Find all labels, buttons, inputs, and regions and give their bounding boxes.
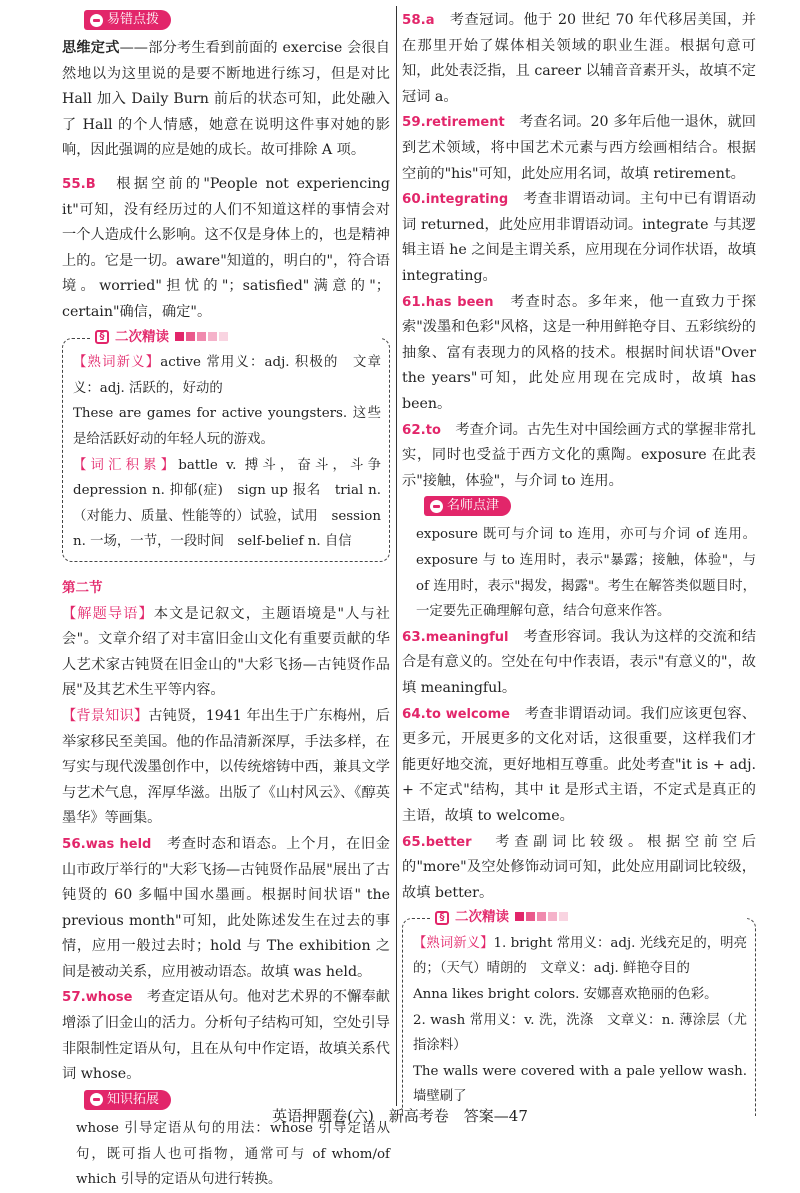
- q59-number: 59.: [402, 115, 426, 131]
- tag-label: 知识拓展: [107, 1091, 160, 1107]
- decor-squares: [515, 905, 570, 931]
- background-label: 【背景知识】: [62, 707, 149, 724]
- q60-answer: integrating: [425, 192, 509, 208]
- background-paragraph: [62, 704, 390, 832]
- q65-number: 65.: [402, 834, 426, 850]
- q61-answer: has been: [425, 294, 494, 310]
- shuci-label: 【熟词新义】: [73, 355, 161, 371]
- cihui-label: 【词汇积累】: [73, 457, 179, 473]
- tag-easy-mistake: [84, 10, 171, 30]
- q57-number: 57.: [62, 990, 86, 1006]
- q55-answer: B: [85, 177, 96, 193]
- box-shuci: [73, 350, 381, 401]
- q61-text: 考查时态。多年来，他一直致力于探索"泼墨和色彩"风格，这是一种用鲜艳夺目、五彩缤纷的抽象、富有表现力的风格的技术。根据时间状语"Over the years"可知，此处应用现在完成时，故填 has been。: [402, 293, 756, 412]
- item2-example: The walls were covered with a pale yellow wash. 墙壁刷了: [413, 1063, 747, 1105]
- guide-text: 本文是记叙文，主题语境是"人与社会"。文章介绍了对丰富旧金山文化有重要贡献的华人艺术家古钝贤在旧金山的"大彩飞扬—古钝贤作品展"及其艺术生平等内容。: [62, 605, 390, 699]
- q65: [402, 830, 756, 907]
- q60: [402, 187, 756, 289]
- q57-answer: whose: [85, 990, 133, 1006]
- q57-text: 考查定语从句。他对艺术界的不懈奉献增添了旧金山的活力。分析句子结构可知，空处引导非限制性定语从句，且在从句中作定语，故填关系代词 whose。: [62, 989, 390, 1083]
- tag-teacher-tips: [424, 496, 511, 516]
- box-item1: [413, 931, 747, 982]
- q61-number: 61.: [402, 294, 426, 310]
- q59-text: 考查名词。20 多年后他一退休，就回到艺术领域，将中国艺术元素与西方绘画相结合。根据空前的"his"可知，此处应用名词，故填 retirement。: [402, 114, 756, 182]
- item2-text: 2. wash 常用义：v. 洗，洗涤 文章义：n. 薄涂层（尤指涂料）: [413, 1012, 747, 1054]
- q59: [402, 110, 756, 187]
- right-column: [402, 8, 756, 1116]
- shuci-text: active 常用义：adj. 积极的 文章义：adj. 活跃的，好动的: [73, 355, 381, 396]
- guide-paragraph: [62, 602, 390, 704]
- tag-label: 易错点拨: [107, 12, 160, 27]
- column-divider: [396, 6, 397, 1106]
- q56-text: 考查时态和语态。上个月，在旧金山市政厅举行的"大彩飞扬—古钝贤作品展"展出了古钝贤的 60 多幅中国水墨画。根据时间状语" the previous month"可知，此处陈述发生在过去的事情，应用一般过去时；hold 与 The exhibition 之间是被动关系，应用被动语态。故填 was held。: [62, 835, 390, 980]
- box-header: [91, 325, 381, 351]
- q62: [402, 418, 756, 495]
- box-example: These are games for active youngsters. 这些是给活跃好动的年轻人玩的游戏。: [73, 406, 381, 447]
- q57: [62, 985, 390, 1087]
- q56-number: 56.: [62, 836, 86, 852]
- guide-label: 【解题导语】: [62, 605, 154, 622]
- shuci-label: 【熟词新义】: [413, 935, 494, 951]
- q64-answer: to welcome: [425, 706, 510, 722]
- q62-number: 62.: [402, 422, 426, 438]
- q55-number: 55.: [62, 177, 86, 193]
- q59-answer: retirement: [425, 115, 505, 131]
- q62-answer: to: [425, 422, 441, 438]
- q56: [62, 832, 390, 986]
- reading-icon: §: [95, 330, 109, 344]
- q58-text: 考查冠词。他于 20 世纪 70 年代移居美国，并在那里开始了媒体相关领域的职业生涯。根据句意可知，此处表泛指，且 career 以辅音音素开头，故填不定冠词 a。: [402, 12, 756, 105]
- q60-number: 60.: [402, 192, 426, 208]
- q63: [402, 625, 756, 702]
- q65-text: 考查副词比较级。根据空前空后的"more"及空处修饰动词可知，此处应用副词比较级，故填 better。: [402, 833, 756, 901]
- cihui-text: battle v. 搏斗，奋斗，斗争 depression n. 抑郁(症) sign up 报名 trial n.（对能力、质量、性能等的）试验，试用 session n. 一场，一节，一段时间 self-belief n. 自信: [73, 457, 395, 550]
- q55: [62, 172, 390, 326]
- box-title: 二次精读: [115, 328, 169, 345]
- q58-answer: a: [425, 13, 435, 28]
- q65-answer: better: [425, 834, 472, 850]
- reading-icon: §: [435, 911, 449, 925]
- decor-squares: [175, 325, 230, 351]
- pencil-icon: [430, 500, 443, 513]
- background-text: 古钝贤，1941 年出生于广东梅州，后举家移民至美国。他的作品清新深厚，手法多样，在写实与现代泼墨创作中，以传统熔铸中西，兼具文学与艺术气息，浑厚华滋。出版了《山村风云》、《醇英墨华》等画集。: [62, 707, 390, 827]
- q64: [402, 702, 756, 830]
- box-cihui: [73, 453, 395, 555]
- ext-text: whose 引导定语从句的用法：whose 引导定语从句，既可指人也可指物，通常可与 of whom/of which 引导的定语从句进行转换。: [76, 1120, 390, 1188]
- q63-number: 63.: [402, 629, 426, 645]
- box-title: 二次精读: [455, 909, 509, 926]
- section-heading: 第二节: [62, 579, 103, 596]
- q63-text: 考查形容词。我认为这样的交流和结合是有意义的。空处在句中作表语，表示"有意义的"，故填 meaningful。: [402, 628, 756, 696]
- tag-label: 名师点津: [447, 498, 500, 514]
- pencil-icon: [90, 14, 103, 27]
- thinking-label: 思维定式: [62, 40, 120, 57]
- thinking-text: ——部分考生看到前面的 exercise 会很自然地以为这里说的是要不断地进行练习，但是对比 Hall 加入 Daily Burn 前后的状态可知，此处融入了 Hall 的个人情感，她意在说明这件事对她的影响，因此强调的应是她的成长。故可排除 A 项。: [62, 40, 390, 159]
- item1-text: 1. bright 常用义：adj. 光线充足的，明亮的；（天气）晴朗的 文章义：adj. 鲜艳夺目的: [413, 935, 747, 977]
- q61: [402, 290, 756, 418]
- teacher-text: exposure 既可与介词 to 连用，亦可与介词 of 连用。exposure 与 to 连用时，表示"暴露；接触，体验"，与 of 连用时，表示"揭发，揭露"。考生在解答类似题目时，一定要先正确理解句意，结合句意来作答。: [416, 527, 756, 620]
- q58-number: 58.: [402, 13, 426, 28]
- q56-answer: was held: [85, 836, 152, 852]
- left-column: [62, 8, 395, 1193]
- q60-text: 考查非谓语动词。主句中已有谓语动词 returned，此处应用非谓语动词。integrate 与其逻辑主语 he 之间是主谓关系，应用现在分词作状语，故填 integrating。: [402, 191, 756, 284]
- reread-box-right: [402, 909, 756, 1116]
- thinking-paragraph: [62, 36, 390, 164]
- q63-answer: meaningful: [425, 629, 509, 645]
- q55-text: 根据空前的"People not experiencing it"可知，没有经历过的人们不知道这样的事情会对一个人造成什么影响。这不仅是身体上的，也是精神上的。它是一切。aware"知道的，明白的"，符合语境。worried"担忧的"；satisfied"满意的"；certain"确信，确定"。: [62, 176, 390, 321]
- q64-number: 64.: [402, 706, 426, 722]
- page-footer: 英语押题卷(六) 新高考卷 答案—47: [272, 1107, 528, 1125]
- item1-example: Anna likes bright colors. 安娜喜欢艳丽的色彩。: [413, 987, 718, 1003]
- reread-box-left: [62, 328, 395, 562]
- q64-text: 考查非谓语动词。我们应该更包容、更多元，开展更多的文化对话，这很重要，这样我们才能更好地交流，更好地相互尊重。此处考查"it is + adj. + 不定式"结构，其中 it 是形式主语，不定式是真正的主语，故填 to welcome。: [402, 705, 756, 824]
- box-header: [431, 905, 747, 931]
- q58: [402, 8, 756, 110]
- q62-text: 考查介词。古先生对中国绘画方式的掌握非常扎实，同时也受益于西方文化的熏陶。exposure 在此表示"接触，体验"，与介词 to 连用。: [402, 421, 756, 489]
